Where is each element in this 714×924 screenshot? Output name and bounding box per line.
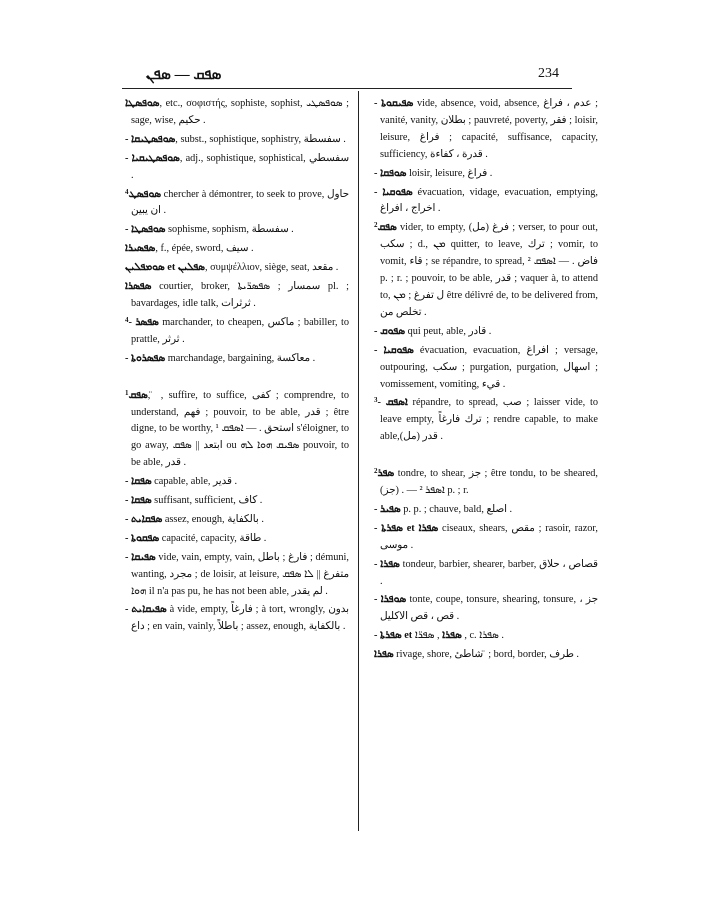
entry-superscript: 2	[374, 221, 378, 230]
entry-headword: - ܣܦܘܩܝܐ	[374, 344, 414, 356]
dictionary-entry	[374, 395, 598, 446]
entry-definition: suffisant, sufficient, كاف .	[151, 495, 263, 507]
entry-headword: ܣܦܣܪܐ	[125, 281, 152, 293]
entry-definition: sophisme, sophism, سفسطة .	[165, 224, 294, 236]
entry-definition: répandre, to spread, صب ; laisser vide, to leave empty, ترك فارغاً ; rendre capable, to make able,(مل) قدر .	[380, 397, 598, 443]
dictionary-entry	[374, 466, 598, 500]
entry-headword: - ܣܦܩܐ	[125, 495, 152, 507]
entry-definition: ciseaux, shears, مقص ; rasoir, razor, موسى .	[380, 522, 598, 551]
entry-headword: ܣܦܪ	[377, 468, 395, 480]
dictionary-entry	[125, 493, 349, 510]
left-column	[125, 96, 349, 638]
entry-headword: - ܐܣܦܩ	[377, 397, 408, 409]
entry-headword: ܣܦܣܝܪܐ	[125, 243, 156, 255]
entry-headword: ܣܘܦܣܛ	[128, 188, 162, 200]
entry-definition: capacité, capacity, طاقة .	[159, 532, 267, 544]
column-divider	[358, 91, 359, 831]
entry-superscript: 1	[125, 388, 129, 397]
dictionary-entry	[125, 351, 349, 368]
right-column	[374, 96, 598, 666]
dictionary-entry	[374, 185, 598, 219]
dictionary-entry	[125, 602, 349, 636]
dictionary-entry	[374, 521, 598, 555]
dictionary-entry	[125, 241, 349, 258]
entry-superscript: 4	[125, 187, 129, 196]
dictionary-entry	[125, 96, 349, 130]
entry-headword: - ܣܦܣܪ	[128, 316, 159, 328]
dictionary-entry	[374, 628, 598, 645]
entry-headword: - ܣܘܦܪܐ	[374, 594, 407, 606]
entry-headword: - ܣܘܦܩܐ	[374, 167, 407, 179]
entry-definition: marchandage, bargaining, معاكسة .	[165, 352, 316, 364]
dictionary-entry	[374, 166, 598, 183]
entry-headword: ܣܦܩ	[377, 222, 397, 234]
entry-headword: - ܣܘܦܣܛܝܩܝܐ	[125, 152, 180, 164]
entry-definition: , ܣܦܪ̈ܐ , c. ܣܦܪܐ .	[414, 630, 504, 642]
entry-definition: , ̈ , suffire, to suffice, كفى ; comprendre, to understand, فهم ; pouvoir, to be able, قدر ; être digne, to be worthy, استحق . — ܐܣܦܩ ¹ s'éloigner, to go away, ابتعد || ܣܦܩ ou ܣܦܝܩ ܗܘܐ ܠܗ pouvoir, to be able, قدر .	[131, 389, 350, 469]
dictionary-entry	[374, 592, 598, 626]
entry-headword: ܣܘܦܣܛܐ	[125, 98, 160, 109]
entry-definition: p. p. ; chauve, bald, اصلع .	[400, 503, 513, 515]
entry-definition: à vide, empty, فارغاً ; à tort, wrongly, بدون داع ; en vain, vainly, باطلاً ; assez, enough, بالكفاية .	[131, 604, 349, 633]
dictionary-entry	[125, 315, 349, 349]
entry-definition: , f., épée, sword, سيف .	[155, 243, 254, 255]
entry-headword: - ܣܦܪܐ	[374, 558, 400, 570]
dictionary-entry	[125, 531, 349, 548]
entry-superscript: 2	[374, 467, 378, 476]
entry-definition: évacuation, vidage, evacuation, emptying, اخراج ، افراغ .	[380, 186, 598, 215]
entry-definition: rivage, shore, شاطئ ̈ ; bord, border, طرف .	[393, 649, 579, 661]
entry-headword: - ܣܦܝܩܐܝܬ	[125, 604, 167, 616]
entry-definition: capable, able, قدير .	[151, 476, 238, 488]
entry-headword: ܣܦܪܐ	[374, 649, 394, 661]
entry-definition: vider, to empty, (مل) فرغ ; verser, to pour out, سكب ; d., ܡܢ quitter, to leave, ترك ; vomir, to vomit, قاء ; se répandre, to spread, فاض . — ܐܣܦܩ ² p. ; r. ; pouvoir, to be able, قدر ; vaquer à, to attend to, ل تفرغ ; ܡܢ être délivré de, to be delivered from, تخلص من .	[380, 222, 598, 318]
dictionary-entry	[125, 388, 349, 473]
entry-headword: ܣܦܩ	[128, 389, 148, 401]
entry-definition: chercher à démontrer, to seek to prove, حاول ان يبين .	[131, 188, 349, 217]
entry-headword: - ܣܦܘܩܝܐ	[374, 186, 413, 198]
entry-superscript: 4	[125, 315, 129, 324]
dictionary-entry	[374, 557, 598, 591]
dictionary-entry	[125, 550, 349, 601]
entry-headword: - ܣܦܣܪܘܬܐ	[125, 352, 166, 364]
running-head: ܣܦܩ — ܣܦܢ	[146, 67, 222, 83]
dictionary-entry	[374, 647, 598, 664]
entry-definition: vide, absence, void, absence, عدم ، فراغ ; vanité, vanity, بطلان ; pauvreté, poverty, فقر ; loisir, leisure, فراغ ; capacité, suffisance, capacity, sufficiency, قدرة ، كفاءة .	[380, 98, 598, 160]
entry-definition: , etc., σοφιστής, sophiste, sophist, ܣܘܦܣܛܝ ; sage, wise, حكيم .	[131, 98, 349, 126]
entry-definition: , subst., sophistique, sophistry, سفسطة .	[175, 133, 346, 145]
entry-definition: évacuation, evacuation, افراغ ; versage, outpouring, سكب ; purgation, purgation, اسهال ; vomissement, vomiting, قيء .	[380, 344, 598, 390]
entry-superscript: 3	[374, 396, 378, 405]
dictionary-entry	[374, 502, 598, 519]
dictionary-entry	[125, 512, 349, 529]
entry-headword: - ܣܦܩܐ	[125, 476, 152, 488]
entry-definition: courtier, broker, سمسار ; ܣܦܣܪ̈ܝܬܐ pl. ; bavardages, idle talk, ثرثرات .	[131, 281, 350, 309]
entry-headword: - ܣܦܩܘܬܐ	[125, 532, 160, 544]
entry-headword: - ܣܦܪܬܐ et ܣܦܪܐ	[374, 630, 462, 642]
entry-headword: - ܣܦܝܩܐ	[125, 551, 156, 563]
entry-headword: - ܣܦܝܩܘܬܐ	[374, 98, 414, 109]
dictionary-entry	[374, 324, 598, 341]
entry-headword: - ܣܦܪܬܐ et ܣܦܪܐ	[374, 522, 439, 534]
entry-definition: , adj., sophistique, sophistical, سفسطي .	[131, 152, 349, 181]
entry-headword: - ܣܦܘܩ	[374, 325, 406, 337]
dictionary-entry	[125, 260, 349, 277]
page-number: 234	[538, 66, 559, 81]
entry-headword: - ܣܦܝܪ	[374, 503, 401, 515]
dictionary-entry	[374, 96, 598, 164]
entry-headword: - ܣܘܦܣܛܝܩܐ	[125, 133, 176, 145]
entry-definition: qui peut, able, قادر .	[405, 325, 492, 337]
entry-definition: tonte, coupe, tonsure, shearing, tonsure, جز ، قص ، قص الاكليل .	[380, 594, 598, 623]
dictionary-entry	[374, 343, 598, 394]
header-rule	[122, 88, 572, 89]
entry-definition: vide, vain, empty, vain, فارغ ; باطل ; démuni, wanting, مجرد ; de loisir, at leisure, متفرغ || ܠܐ ܣܦܩ ܗܘܐ il n'a pas pu, he has not been able, لم يقدر .	[131, 551, 349, 597]
entry-definition: tondeur, barbier, shearer, barber, قصاص ، حلاق .	[380, 558, 598, 587]
entry-definition: marchander, to cheapen, ماكس ; babiller, to prattle, ثرثر .	[131, 316, 349, 345]
entry-definition: loisir, leisure, فراغ .	[406, 167, 493, 179]
dictionary-entry	[125, 187, 349, 221]
dictionary-entry	[374, 220, 598, 321]
entry-definition: tondre, to shear, جز ; être tondu, to be sheared, (جز) . — ܐܣܦܪ ² p. ; r.	[380, 468, 598, 497]
entry-headword: - ܣܦܩܐܝܬ	[125, 513, 163, 525]
dictionary-entry	[125, 132, 349, 149]
entry-headword: ܣܘܡܦܠܝܢ et ܣܦܠܝܢ	[125, 262, 205, 274]
dictionary-entry	[125, 151, 349, 185]
entry-definition: , συμψέλλιον, siège, seat, مقعد .	[204, 262, 339, 274]
entry-headword: - ܣܘܦܣܛܐ	[125, 224, 166, 236]
dictionary-entry	[125, 279, 349, 313]
dictionary-entry	[125, 222, 349, 239]
dictionary-entry	[125, 474, 349, 491]
entry-definition: assez, enough, بالكفاية .	[162, 513, 264, 525]
